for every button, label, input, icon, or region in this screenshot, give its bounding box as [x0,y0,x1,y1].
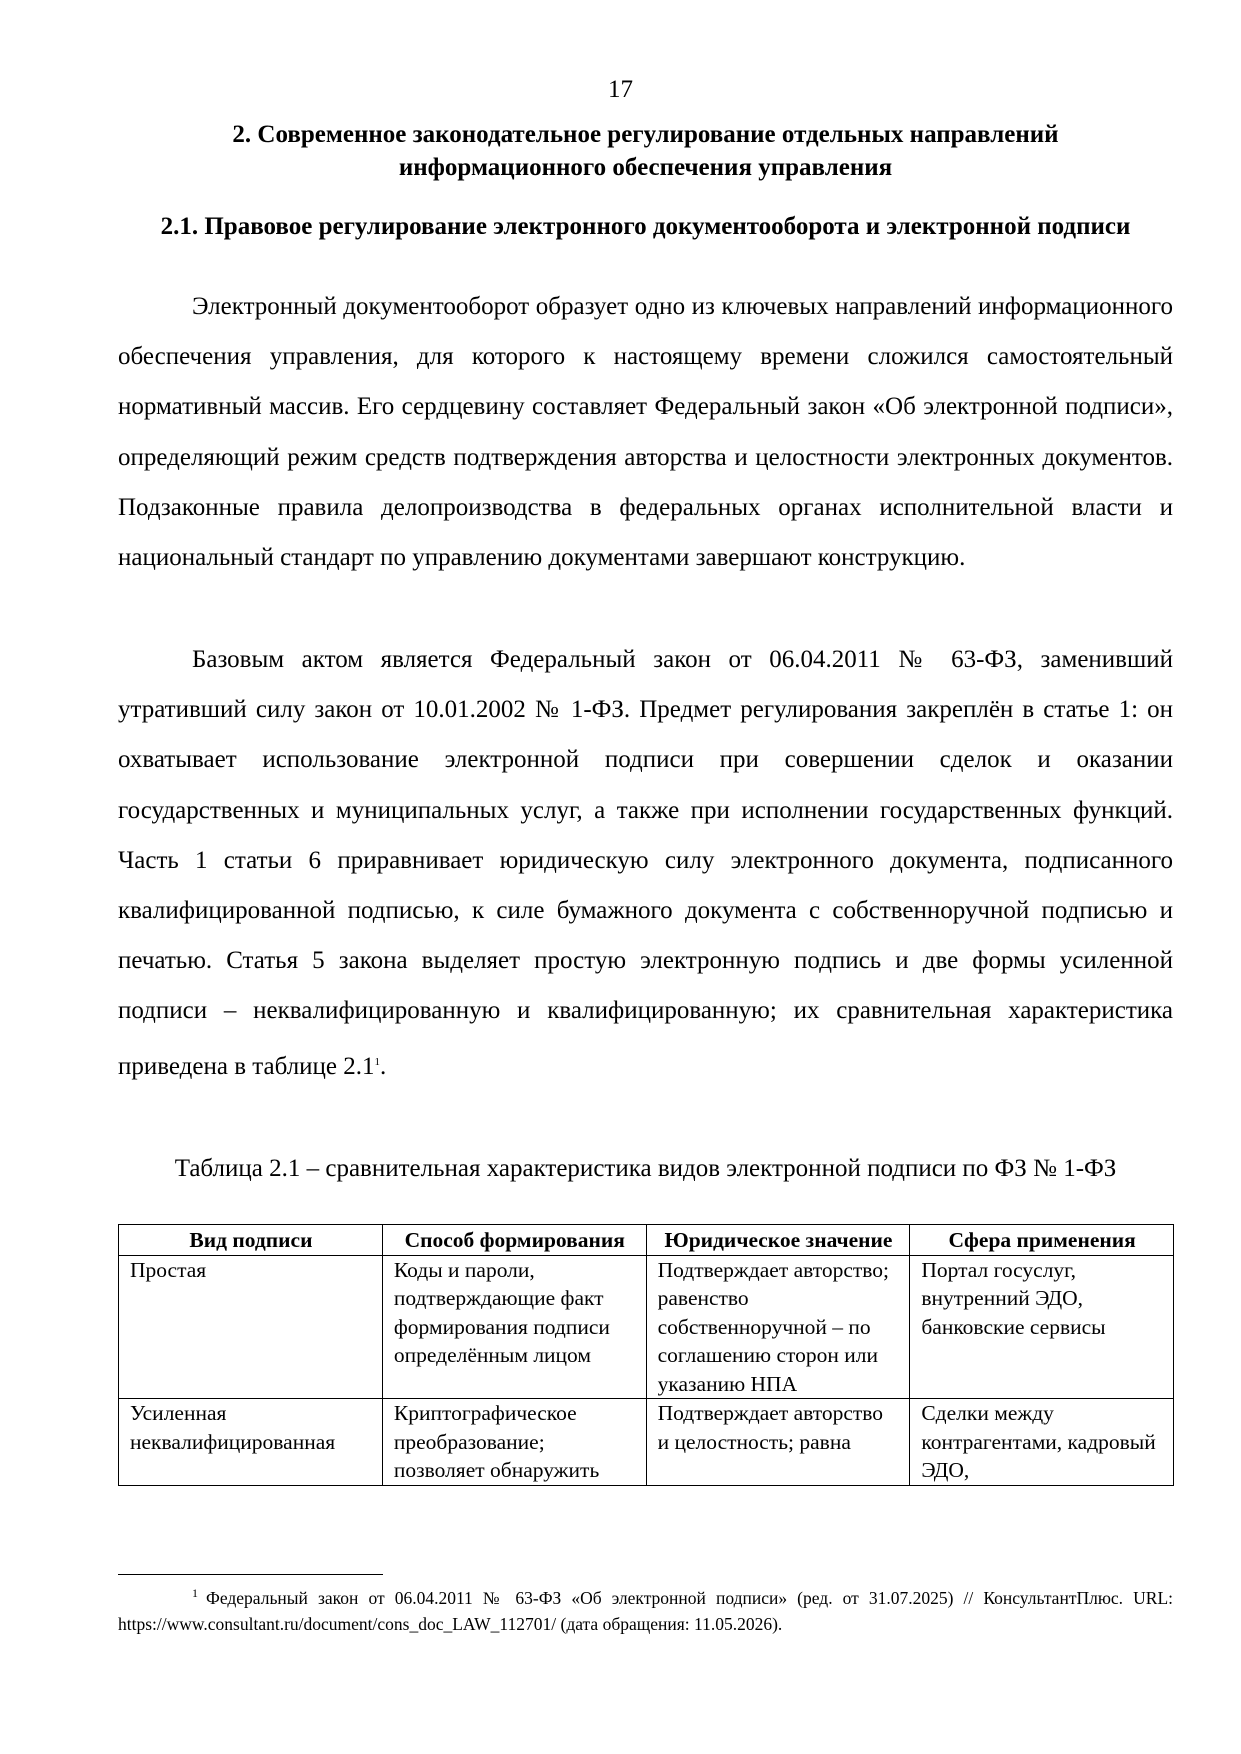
paragraph-text: Базовым актом является Федеральный закон от 06.04.2011 № 63-ФЗ, заменивший утративший силу закон от 10.01.2002 № 1-ФЗ. Предмет регулирования закреплён в статье 1: он охватывает использование электронной подписи при совершении сделок и оказании государственных и муниципальных услуг, а также при исполнении государственных функций. Часть 1 статьи 6 приравнивает юридическую силу электронного документа, подписанного квалифицированной подписью, к силе бумажного документа с собственноручной подписью и печатью. Статья 5 закона выделяет простую электронную подпись и две формы усиленной подписи – неквалифицированную и квалифицированную; их сравнительная характеристика приведена в таблице 2.1 [118,646,1173,1080]
table-row [119,1399,1174,1486]
table-cell: Криптографическое преобразование; позволяет обнаружить [382,1399,646,1486]
column-header: Вид подписи [119,1225,383,1256]
body-paragraph-2-container [118,635,1173,1092]
table-cell: Простая [119,1255,383,1399]
footnote-reference[interactable]: 1 [374,1055,381,1068]
page-number: 17 [608,76,633,103]
column-header: Способ формирования [382,1225,646,1256]
footnote [118,1580,1173,1637]
body-paragraph [118,635,1173,1092]
table-cell: Подтверждает авторство; равенство собственноручной – по соглашению сторон или указанию НПА [646,1255,910,1399]
table-row [119,1255,1174,1399]
footnote-separator [118,1574,383,1575]
table-cell: Сделки между контрагентами, кадровый ЭДО, [910,1399,1174,1486]
footnote-text: Федеральный закон от 06.04.2011 № 63-ФЗ «Об электронной подписи» (ред. от 31.07.2025) // КонсультантПлюс. URL: https://www.consultant.ru/document/cons_doc_LAW_112701/ (дата обращения: 11.05.2026). [118,1588,1173,1634]
table-cell: Подтверждает авторство и целостность; равна [646,1399,910,1486]
table-cell: Усиленная неквалифицированная [119,1399,383,1486]
body-paragraph-1-container [118,282,1173,583]
section-heading: 2. Современное законодательное регулирование отдельных направлений информационного обеспечения управления [232,121,1059,181]
table-caption: Таблица 2.1 – сравнительная характеристика видов электронной подписи по ФЗ № 1-ФЗ [174,1155,1117,1182]
table-cell: Портал госуслуг, внутренний ЭДО, банковские сервисы [910,1255,1174,1399]
subsection-heading: 2.1. Правовое регулирование электронного документооборота и электронной подписи [160,213,1131,240]
column-header: Сфера применения [910,1225,1174,1256]
column-header: Юридическое значение [646,1225,910,1256]
paragraph-end: . [380,1052,387,1080]
table-header-row [119,1225,1174,1256]
table-cell: Коды и пароли, подтверждающие факт формирования подписи определённым лицом [382,1255,646,1399]
footnote-number: 1 [192,1586,198,1600]
body-paragraph: Электронный документооборот образует одно из ключевых направлений информационного обеспечения управления, для которого к настоящему времени сложился самостоятельный нормативный массив. Его сердцевину составляет Федеральный закон «Об электронной подписи», определяющий режим средств подтверждения авторства и целостности электронных документов. Подзаконные правила делопроизводства в федеральных органах исполнительной власти и национальный стандарт по управлению документами завершают конструкцию. [118,293,1173,572]
signature-types-table [118,1224,1174,1486]
